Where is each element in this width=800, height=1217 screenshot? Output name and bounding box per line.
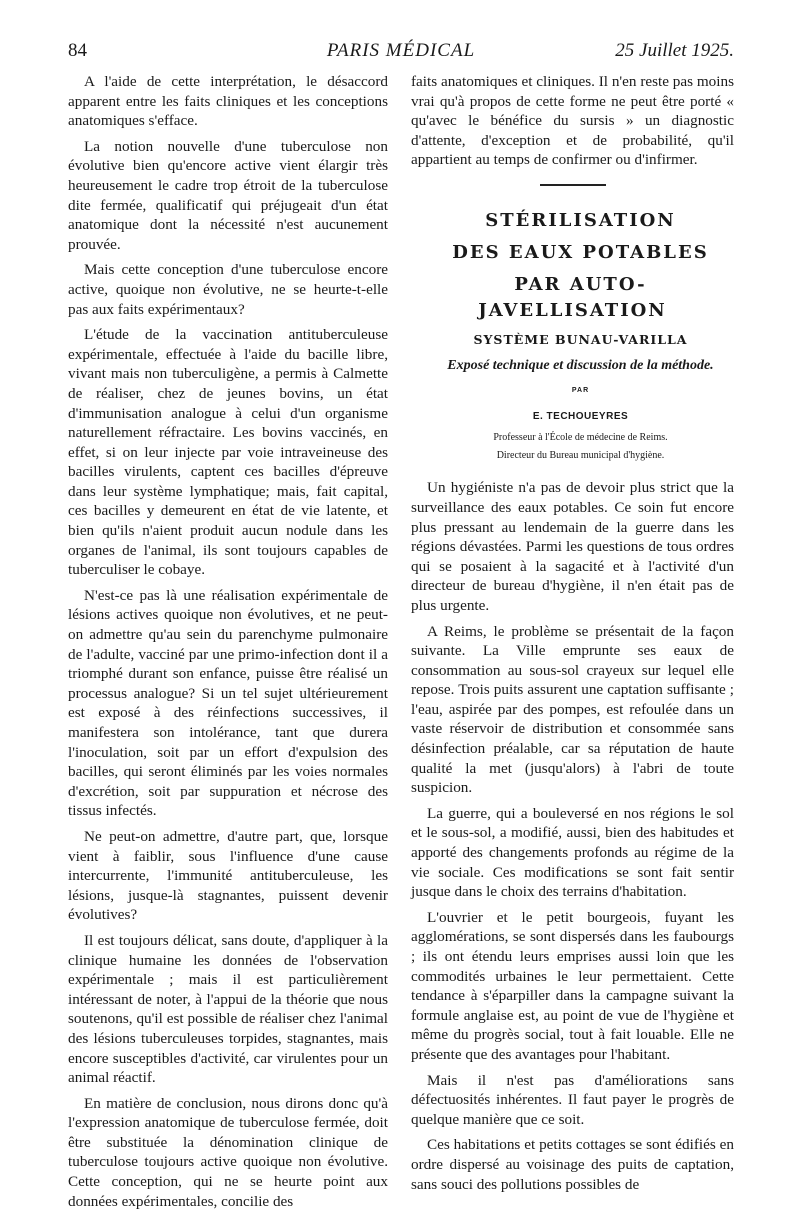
- paragraph: Il est toujours délicat, sans doute, d'appliquer à la clinique humaine les données de l'observation expérimentale ; mais il est particulièrement intéressant de noter, à l'appui de la théorie que nous soutenons, qu'il est possible de réaliser chez l'animal des lésions tuberculeuses torpides, stagnantes, mais encore susceptibles d'activité, car virulentes pour un animal réactif.: [68, 931, 388, 1087]
- left-column: [68, 72, 388, 1217]
- paragraph: Mais cette conception d'une tuberculose encore active, quoique non évolutive, ne se heurte-t-elle pas aux faits expérimentaux?: [68, 261, 388, 318]
- affiliation-line: Professeur à l'École de médecine de Reims.: [493, 432, 668, 444]
- continued-paragraph: faits anatomiques et cliniques. Il n'en reste pas moins vrai qu'à propos de cette forme ne peut être porté « qu'avec le bénéfice du sursis » un diagnostic d'attente, d'exception et de probabilité, qu'il appartient au temps de confirmer ou d'infirmer.: [411, 73, 734, 169]
- journal-title: PARIS MÉDICAL: [326, 40, 476, 61]
- paragraph: Ces habitations et petits cottages se sont édifiés en ordre dispersé au voisinage des puits de captation, sans souci des pollutions possibles de: [411, 1136, 734, 1193]
- section-divider: [540, 184, 606, 186]
- paragraph: A Reims, le problème se présentait de la façon suivante. La Ville emprunte ses eaux de consommation au sous-sol crayeux sur lequel elle repose. Trois puits assurent une captation suffisante ; l'eau, aspirée par des pompes, est refoulée dans un vaste réservoir de distribution et consommée sans désinfection préalable, car sa réputation de haute qualité la met (jusqu'alors) à l'abri de toute suspicion.: [411, 622, 734, 797]
- article-title-line-3: PAR AUTO-JAVELLISATION: [478, 273, 667, 321]
- article-title-line-1: STÉRILISATION: [485, 209, 676, 231]
- author-affiliations: [411, 432, 734, 462]
- paragraph: La guerre, qui a bouleversé en nos régions le sol et le sous-sol, a modifié, aussi, bien des habitudes et apporté des changements profonds au régime de la vie sociale. Ces modifications se sont fait sentir jusque dans le choix des terrains d'habitation.: [411, 804, 734, 901]
- paragraph: Un hygiéniste n'a pas de devoir plus strict que la surveillance des eaux potables. Ce soin fut encore plus pressant au lendemain de la guerre dans les régions dévastées. Parmi les questions de tous ordres qui se posaient à la sagacité et à l'activité d'un directeur de bureau d'hygiène, il n'en était pas de plus urgente.: [411, 479, 734, 614]
- article-subtitle: SYSTÈME BUNAU-VARILLA: [473, 331, 688, 347]
- paragraph: L'étude de la vaccination antituberculeuse expérimentale, effectuée à l'aide du bacille libre, vivant mais non tuberculigène, a permis à Calmette de réaliser, chez de jeunes bovins, un état d'immunisation analogue à celui d'un organisme naturellement réfractaire. Les bovins vaccinés, en effet, si on leur injecte par voie intraveineuse des bacilles virulents, captent ces bacilles d'épreuve dans leur système lymphatique; mais, fait capital, ces bacilles y demeurent en état de vie latente, et bien qu'ils n'aient produit aucun nodule dans les organes de l'animal, ils sont toujours capables de tuberculiser le cobaye.: [68, 326, 388, 579]
- affiliation-line: Directeur du Bureau municipal d'hygiène.: [496, 450, 665, 462]
- paragraph: En matière de conclusion, nous dirons donc qu'à l'expression anatomique de tuberculose fermée, doit être substituée la dénomination clinique de tuberculose toujours active quoique non évolutive. Cette conception, qui ne se heurte point aux données expérimentales, concilie des: [68, 1094, 388, 1210]
- right-column: [411, 72, 734, 1200]
- byline-par: PAR: [571, 387, 590, 395]
- article-title-line-2: DES EAUX POTABLES: [452, 241, 709, 263]
- paragraph: La notion nouvelle d'une tuberculose non évolutive bien qu'encore active vient élargir très heureusement le cadre trop étroit de la tuberculose dite fermée, qualificatif qui préjugeait d'un état anatomique dont la nécessité n'est aucunement prouvée.: [68, 137, 388, 253]
- page-number: 84: [68, 40, 87, 61]
- paragraph: A l'aide de cette interprétation, le désaccord apparent entre les faits cliniques et les conceptions anatomiques s'efface.: [68, 73, 388, 130]
- author-name: E. TECHOUEYRES: [532, 410, 629, 422]
- page-header: [68, 38, 734, 68]
- paragraph: Ne peut-on admettre, d'autre part, que, lorsque vient à faiblir, sous l'influence d'une cause intercurrente, l'immunité antituberculeuse, les lésions, jusque-là stagnantes, puissent devenir évolutives?: [68, 827, 388, 924]
- article-description: Exposé technique et discussion de la méthode.: [447, 357, 714, 373]
- paragraph: Mais il n'est pas d'améliorations sans défectuosités inhérentes. Il faut payer le progrès de quelque manière que ce soit.: [411, 1071, 734, 1128]
- paragraph: N'est-ce pas là une réalisation expérimentale de lésions actives quoique non évolutives, et ne peut-on admettre qu'au sein du parenchyme pulmonaire de l'adulte, vacciné par une primo-infection dont il a triomphé durant son enfance, puisse être réalisé un processus analogue? Si un tel sujet ultérieurement est exposé à des réinfections successives, il manifestera son intolérance, tant que durera l'inoculation, soit par un effort d'expulsion des bacilles, qui seront éliminés par les voies normales d'excrétion, soit par suppuration et nécrose des tissus infectés.: [68, 586, 388, 820]
- paragraph: L'ouvrier et le petit bourgeois, fuyant les agglomérations, se sont dispersés dans les faubourgs ; ils ont étendu leurs emprises aussi loin que les commodités urbaines le leur permettaient. Cette tendance à s'éparpiller dans la campagne suivant la formule anglaise est, au point de vue de l'hygiène et même du progrès social, tout à fait louable. Elle ne présente que des avantages pour l'habitant.: [411, 908, 734, 1063]
- issue-date: 25 Juillet 1925.: [615, 40, 734, 61]
